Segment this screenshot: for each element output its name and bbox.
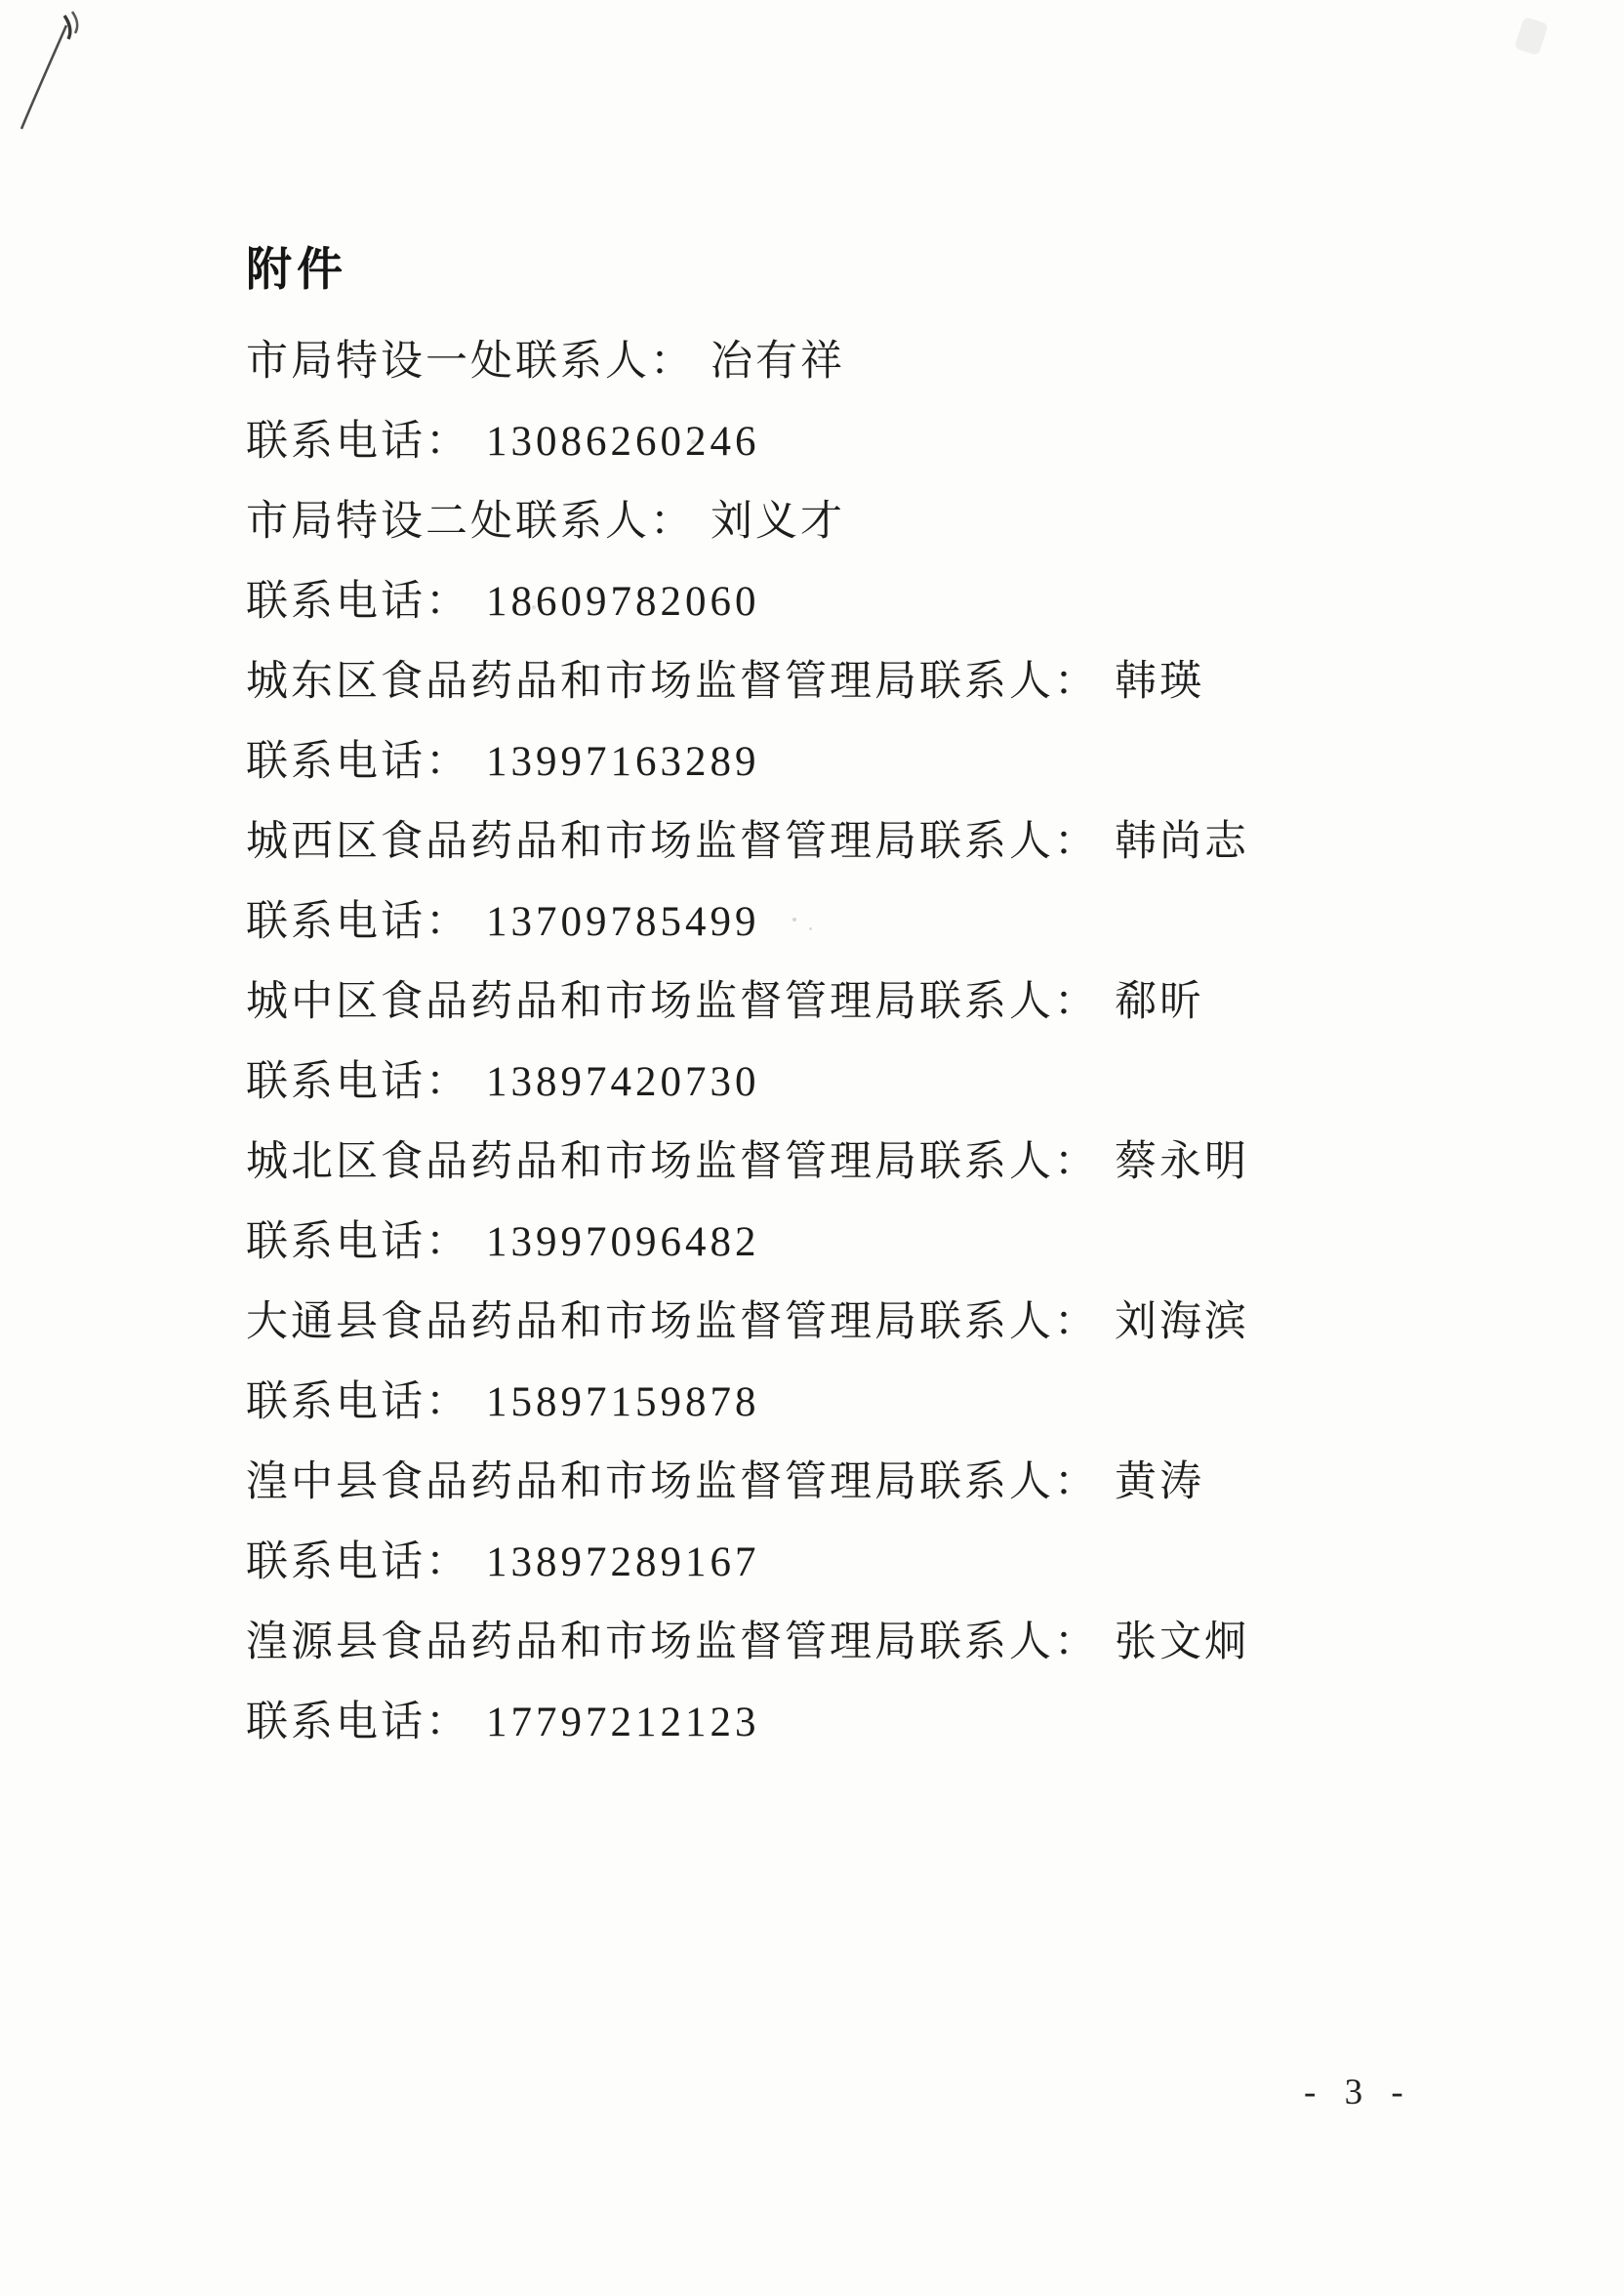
phone-number: 18609782060	[486, 579, 760, 625]
contact-person-line	[246, 482, 1249, 562]
phone-line	[246, 1203, 1249, 1283]
contact-entry	[246, 322, 1249, 482]
phone-number: 15897159878	[486, 1379, 760, 1425]
phone-line	[246, 1683, 1249, 1763]
contact-entry	[246, 802, 1249, 963]
phone-line	[246, 1523, 1249, 1603]
phone-label: 联系电话：	[246, 1539, 470, 1585]
person-name: 韩尚志	[1115, 819, 1249, 865]
contact-person-label: 联系人：	[919, 1299, 1099, 1345]
phone-number: 13997096482	[486, 1219, 760, 1265]
phone-line	[246, 882, 1249, 963]
contact-entry	[246, 1443, 1249, 1603]
organization-name: 城北区食品药品和市场监督管理局	[246, 1139, 919, 1185]
person-name: 刘义才	[710, 499, 845, 545]
phone-label: 联系电话：	[246, 739, 470, 785]
contact-entry	[246, 1603, 1249, 1763]
contact-person-line	[246, 1283, 1249, 1363]
contact-person-line	[246, 642, 1249, 722]
phone-line	[246, 1043, 1249, 1123]
phone-label: 联系电话：	[246, 899, 470, 945]
person-name: 刘海滨	[1115, 1299, 1249, 1345]
contact-person-label: 联系人：	[919, 1459, 1099, 1505]
contact-person-label: 联系人：	[919, 979, 1099, 1025]
organization-name: 大通县食品药品和市场监督管理局	[246, 1299, 919, 1345]
page-number: - 3 -	[1304, 2072, 1413, 2112]
contact-entry	[246, 963, 1249, 1123]
person-name: 郗昕	[1115, 979, 1204, 1025]
person-name: 蔡永明	[1115, 1139, 1249, 1185]
phone-number: 13997163289	[486, 739, 760, 785]
contact-person-line	[246, 802, 1249, 882]
contact-person-label: 联系人：	[515, 339, 695, 385]
contact-person-label: 联系人：	[919, 659, 1099, 705]
phone-number: 13897289167	[486, 1539, 760, 1585]
scan-smudge	[1514, 17, 1548, 56]
phone-line	[246, 562, 1249, 642]
phone-label: 联系电话：	[246, 1219, 470, 1265]
organization-name: 湟中县食品药品和市场监督管理局	[246, 1459, 919, 1505]
organization-name: 城中区食品药品和市场监督管理局	[246, 979, 919, 1025]
phone-line	[246, 722, 1249, 802]
person-name: 黄涛	[1115, 1459, 1204, 1505]
organization-name: 湟源县食品药品和市场监督管理局	[246, 1620, 919, 1665]
organization-name: 市局特设二处	[246, 499, 515, 545]
phone-label: 联系电话：	[246, 579, 470, 625]
contact-person-label: 联系人：	[919, 1139, 1099, 1185]
organization-name: 市局特设一处	[246, 339, 515, 385]
contact-entry	[246, 642, 1249, 802]
phone-label: 联系电话：	[246, 419, 470, 465]
phone-number: 13086260246	[486, 419, 760, 465]
contact-person-line	[246, 322, 1249, 402]
phone-label: 联系电话：	[246, 1379, 470, 1425]
phone-label: 联系电话：	[246, 1059, 470, 1105]
organization-name: 城东区食品药品和市场监督管理局	[246, 659, 919, 705]
contact-person-line	[246, 1603, 1249, 1683]
contact-person-label: 联系人：	[515, 499, 695, 545]
contact-entry	[246, 1283, 1249, 1443]
contact-entry	[246, 482, 1249, 642]
phone-line	[246, 402, 1249, 482]
organization-name: 城西区食品药品和市场监督管理局	[246, 819, 919, 865]
person-name: 张文炯	[1115, 1620, 1249, 1665]
person-name: 冶有祥	[710, 339, 845, 385]
phone-line	[246, 1363, 1249, 1443]
phone-number: 13709785499	[486, 899, 760, 945]
attachment-contact-list	[246, 240, 1249, 1763]
pen-scribble-mark	[8, 6, 105, 143]
contact-person-line	[246, 1123, 1249, 1203]
phone-label: 联系电话：	[246, 1700, 470, 1745]
person-name: 韩瑛	[1115, 659, 1204, 705]
contact-person-label: 联系人：	[919, 1620, 1099, 1665]
contact-person-label: 联系人：	[919, 819, 1099, 865]
phone-number: 17797212123	[486, 1700, 760, 1745]
contact-person-line	[246, 1443, 1249, 1523]
contact-entry	[246, 1123, 1249, 1283]
phone-number: 13897420730	[486, 1059, 760, 1105]
attachment-heading: 附件	[246, 243, 347, 295]
contact-person-line	[246, 963, 1249, 1043]
